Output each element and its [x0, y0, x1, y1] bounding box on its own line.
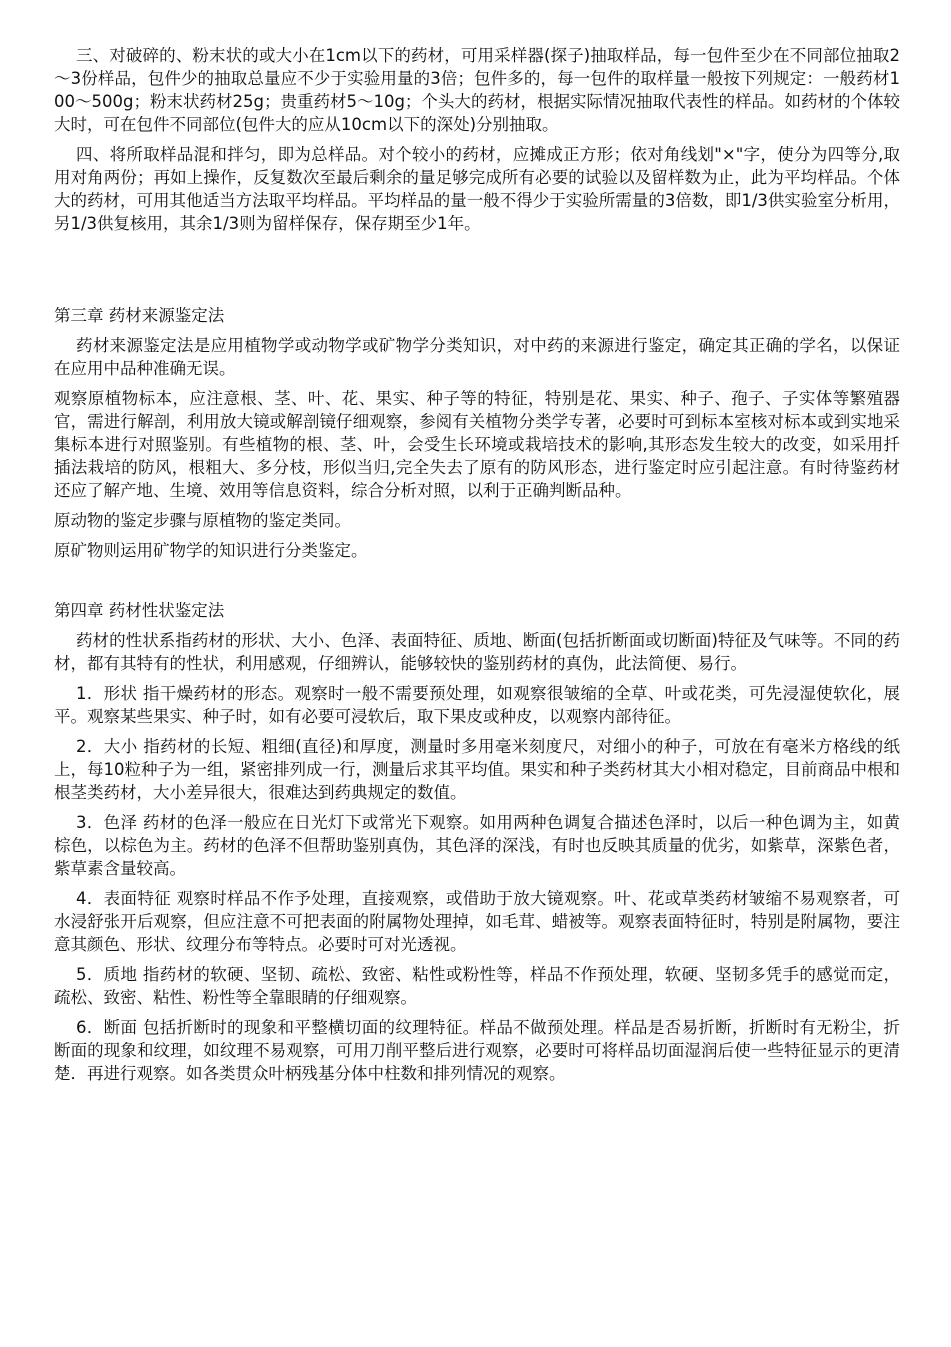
chapter-4-item-surface: 4．表面特征 观察时样品不作予处理，直接观察，或借助于放大镜观察。叶、花或草类药材皱缩不易观察者，可水浸舒张开后观察，但应注意不可把表面的附属物处理掉，如毛茸、蜡被等。观察表面特征时，特别是附属物，要注意其颜色、形状、纹理分布等特点。必要时可对光透视。 — [54, 889, 900, 954]
spacer — [54, 242, 900, 304]
chapter-4-paragraph-1: 药材的性状系指药材的形状、大小、色泽、表面特征、质地、断面(包括折断面或切断面)特征及气味等。不同的药材，都有其特有的性状，利用感观，仔细辨认，能够较快的鉴别药材的真伪，此法简便、易行。 — [54, 631, 900, 673]
chapter-4-item-section: 6．断面 包括折断时的现象和平整横切面的纹理特征。样品不做预处理。样品是否易折断，折断时有无粉尘，折断面的现象和纹理，如纹理不易观察，可用刀削平整后进行观察，必要时可将样品切面湿润后使一些特征显示的更清楚．再进行观察。如各类贯众叶柄残基分体中柱数和排列情况的观察。 — [54, 1018, 900, 1083]
chapter-3-paragraph-3: 原动物的鉴定步骤与原植物的鉴定类同。 — [54, 511, 351, 530]
chapter-3-paragraph-1: 药材来源鉴定法是应用植物学或动物学或矿物学分类知识，对中药的来源进行鉴定，确定其正确的学名，以保证在应用中品种准确无误。 — [54, 336, 900, 378]
chapter-4-item-size: 2．大小 指药材的长短、粗细(直径)和厚度，测量时多用毫米刻度尺，对细小的种子，可放在有毫米方格线的纸上，每10粒种子为一组，紧密排列成一行，测量后求其平均值。果实和种子类药材其大小相对稳定，目前商品中根和根茎类药材，大小差异很大，很难达到药典规定的数值。 — [54, 737, 900, 802]
spacer — [54, 569, 900, 599]
document-page — [54, 44, 900, 1092]
chapter-3-paragraph-2: 观察原植物标本，应注意根、茎、叶、花、果实、种子等的特征，特别是花、果实、种子、孢子、子实体等繁殖器官，需进行解剖，利用放大镜或解剖镜仔细观察，参阅有关植物分类学专著，必要时可到标本室核对标本或到实地采集标本进行对照鉴别。有些植物的根、茎、叶，会受生长环境或栽培技术的影响,其形态发生较大的改变，如采用扦插法栽培的防风，根粗大、多分枝，形似当归,完全失去了原有的防风形态，进行鉴定时应引起注意。有时待鉴药材还应了解产地、生境、效用等信息资料，综合分析对照，以利于正确判断品种。 — [54, 389, 900, 500]
chapter-3-paragraph-4: 原矿物则运用矿物学的知识进行分类鉴定。 — [54, 541, 368, 560]
chapter-4-title: 第四章 药材性状鉴定法 — [54, 601, 225, 620]
chapter-3-title: 第三章 药材来源鉴定法 — [54, 306, 225, 325]
paragraph-sampling-3: 三、对破碎的、粉末状的或大小在1cm以下的药材，可用采样器(探子)抽取样品，每一包件至少在不同部位抽取2～3份样品，包件少的抽取总量应不少于实验用量的3倍；包件多的，每一包件的取样量一般按下列规定：一般药材100～500g；粉末状药材25g；贵重药材5～10g；个头大的药材，根据实际情况抽取代表性的样品。如药材的个体较大时，可在包件不同部位(包件大的应从10cm以下的深处)分别抽取。 — [54, 46, 900, 134]
chapter-4-item-color: 3．色泽 药材的色泽一般应在日光灯下或常光下观察。如用两种色调复合描述色泽时，以后一种色调为主，如黄棕色，以棕色为主。药材的色泽不但帮助鉴别真伪，其色泽的深浅，有时也反映其质量的优劣，如紫草，深紫色者，紫草素含量较高。 — [54, 813, 900, 878]
chapter-4-item-texture: 5．质地 指药材的软硬、坚韧、疏松、致密、粘性或粉性等，样品不作预处理，软硬、坚韧多凭手的感觉而定，疏松、致密、粘性、粉性等全靠眼睛的仔细观察。 — [54, 965, 900, 1007]
paragraph-sampling-4: 四、将所取样品混和拌匀，即为总样品。对个较小的药材，应摊成正方形；依对角线划"×"字，使分为四等分,取用对角两份；再如上操作，反复数次至最后剩余的量足够完成所有必要的试验以及留样数为止，此为平均样品。个体大的药材，可用其他适当方法取平均样品。平均样品的量一般不得少于实验所需量的3倍数，即1/3供实验室分析用，另1/3供复核用，其余1/3则为留样保存，保存期至少1年。 — [54, 145, 900, 233]
chapter-4-item-shape: 1．形状 指干燥药材的形态。观察时一般不需要预处理，如观察很皱缩的全草、叶或花类，可先浸湿使软化，展平。观察某些果实、种子时，如有必要可浸软后，取下果皮或种皮，以观察内部待征。 — [54, 684, 900, 726]
